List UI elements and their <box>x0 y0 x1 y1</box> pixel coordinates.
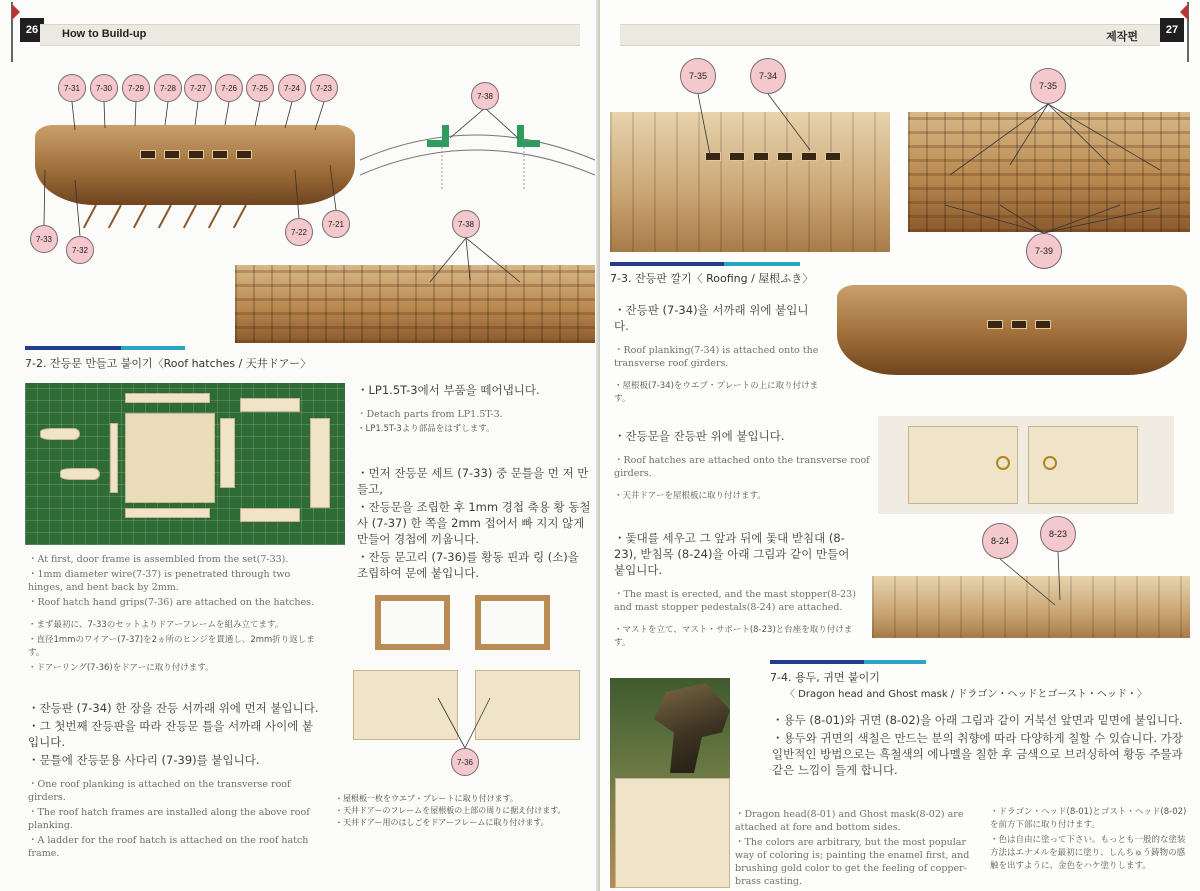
callout-7-38-bracket: 7-38 <box>471 82 499 110</box>
section-74-subtitle: 〈 Dragon head and Ghost mask / ドラゴン・ヘッドとゴースト・ヘッド・〉 <box>785 689 1147 700</box>
callout-7-38-deck: 7-38 <box>452 210 480 238</box>
section-72-title: 7-2. 잔등문 만들고 붙이기〈Roof hatches / 天井ドアー〉 <box>25 357 312 370</box>
door-steps-kr: ・먼저 잔등문 세트 (7-33) 중 문틀을 먼 저 만들고, ・잔등문을 조립한 후 1mm 경첩 축용 황 동철사 (7-37) 한 쪽을 2mm 접어서 빠 지지 않게 만들어 경첩에 끼웁니다. ・잔등 문고리 (7-36)를 황동 핀과 링 (소)을 조립하여 문에 붙입니다. <box>357 466 591 580</box>
page-header-right <box>620 24 1160 46</box>
flag-icon <box>4 2 20 62</box>
section-74-bar <box>770 660 926 664</box>
callout-7-36: 7-36 <box>451 748 479 776</box>
mast-text: ・돛대를 세우고 그 앞과 뒤에 돛대 받침대 (8-23), 받침목 (8-24)을 아래 그림과 같이 만들어 붙입니다. ・The mast is erected, and the mast stopper(8-23) and mast stopper pedestals(8-24) are attached. ・マストを立て、マスト・サポート(8-23)と台座を取り付けます。 <box>614 531 856 648</box>
roofing-text-a: ・잔등판 (7-34)을 서까래 위에 붙입니다. ・Roof planking(7-34) is attached onto the transverse roof girders. ・屋根板(7-34)をウエブ・プレートの上に取り付けます。 <box>614 303 819 404</box>
section-72-bar <box>25 346 185 350</box>
page-number-left: 26 <box>20 18 44 42</box>
callout-7-33: 7-33 <box>30 225 58 253</box>
hatch-caption-jp: ・屋根板一枚をウエブ・プレートに取り付けます。 ・天井ドアーのフレームを屋根板の上部の周りに据え付けます。 ・天井ドアー用のはしごをドアーフレームに取り付けます。 <box>335 794 566 827</box>
callout-8-24: 8-24 <box>982 523 1018 559</box>
right-page <box>600 0 1200 891</box>
interior-photo <box>908 112 1190 232</box>
callout-7-23: 7-23 <box>310 74 338 102</box>
header-title-left: How to Build-up <box>62 28 147 40</box>
dragon-text-jp: ・ドラゴン・ヘッド(8-01)とゴスト・ヘッド(8-02)を前方下部に取り付けます。 ・色は自由に塗って下さい。もっとも一般的な塗装方法はエナメルを最初に塗り、しんちゅう鋳物の感触を出すように、金色をハケ塗りします。 <box>990 807 1187 871</box>
dragon-text-kr: ・용두 (8-01)와 귀면 (8-02)을 아래 그림과 같이 거북선 앞면과 밑면에 붙입니다. ・용두와 귀면의 색칠은 만드는 분의 취향에 따라 다양하게 칠할 수 있습니다. 가장 일반적인 방법으로는 흑철색의 에나멜을 칠한 후 금색으로 브러싱하여 황동 주물과 같은 느낌이 들게 합니다. <box>772 713 1183 777</box>
dragon-text-en: ・Dragon head(8-01) and Ghost mask(8-02) are attached at fore and bottom sides. ・The colors are arbitrary, but the most popular way of coloring is; painting the enamel first, and brushing gold color to get the feeling of copper-brass casting. <box>735 809 970 887</box>
roof-hatch-photo <box>878 416 1174 514</box>
callout-7-21: 7-21 <box>322 210 350 238</box>
callout-8-23: 8-23 <box>1040 516 1076 552</box>
callout-7-24: 7-24 <box>278 74 306 102</box>
deck-photo <box>235 265 595 343</box>
mast-photo <box>872 576 1190 638</box>
callout-7-27: 7-27 <box>184 74 212 102</box>
planking-steps: ・잔등판 (7-34) 한 장을 잔등 서까래 위에 먼저 붙입니다. ・그 첫번째 잔등판을 따라 잔등문 틀을 서까래 사이에 붙입니다. ・문틀에 잔등문용 사다리 (7-39)를 붙입니다. ・One roof planking is attached on the transverse roof girders. ・The roof hatch frames are installed along the above roof planking. ・A ladder for the roof hatch is attached on the roof hatch frame. <box>28 701 319 859</box>
dragon-head-photo <box>610 678 730 888</box>
section-74-title: 7-4. 용두, 귀면 붙이기 <box>770 671 880 684</box>
callout-7-30: 7-30 <box>90 74 118 102</box>
hull-photo <box>25 105 355 235</box>
roofing-hull-photo <box>832 275 1192 405</box>
callout-7-35-b: 7-35 <box>1030 68 1066 104</box>
section-73-bar <box>610 262 800 266</box>
section-73-title: 7-3. 잔등판 깔기〈 Roofing / 屋根ふき〉 <box>610 272 814 285</box>
callout-7-31: 7-31 <box>58 74 86 102</box>
callout-7-32: 7-32 <box>66 236 94 264</box>
page-header-left <box>40 24 580 46</box>
side-hull-photo <box>610 112 890 252</box>
callout-7-34-a: 7-34 <box>750 58 786 94</box>
header-title-right: 제작편 <box>1106 31 1138 43</box>
callout-7-26: 7-26 <box>215 74 243 102</box>
callout-7-25: 7-25 <box>246 74 274 102</box>
callout-7-28: 7-28 <box>154 74 182 102</box>
callout-7-39: 7-39 <box>1026 233 1062 269</box>
flag-icon <box>1180 2 1196 62</box>
page-number-right: 27 <box>1160 18 1184 42</box>
door-steps-en-jp: ・At first, door frame is assembled from the set(7-33). ・1mm diameter wire(7-37) is penetrated through two hinges, and bent back by 2mm. ・Roof hatch hand grips(7-36) are attached on the hatches. ・まず最初に、7-33のセットよりドアーフレームを組み立てます。 ・直径1mmのワイアー(7-37)を2ヵ所のヒンジを貫通し、2mm折り返します。 ・ドアーリング(7-36)をドアーに取り付けます。 <box>28 554 315 673</box>
callout-7-29: 7-29 <box>122 74 150 102</box>
callout-7-35-a: 7-35 <box>680 58 716 94</box>
parts-mat-photo <box>25 383 345 545</box>
callout-7-22: 7-22 <box>285 218 313 246</box>
roofing-text-b: ・잔등문을 잔등판 위에 붙입니다. ・Roof hatches are attached onto the transverse roof girders. ・天井ドアーを屋根板に取り付けます。 <box>614 429 870 501</box>
detach-text: ・LP1.5T-3에서 부품을 떼어냅니다. ・Detach parts from LP1.5T-3. ・LP1.5T-3より部品をはずします。 <box>357 383 540 434</box>
